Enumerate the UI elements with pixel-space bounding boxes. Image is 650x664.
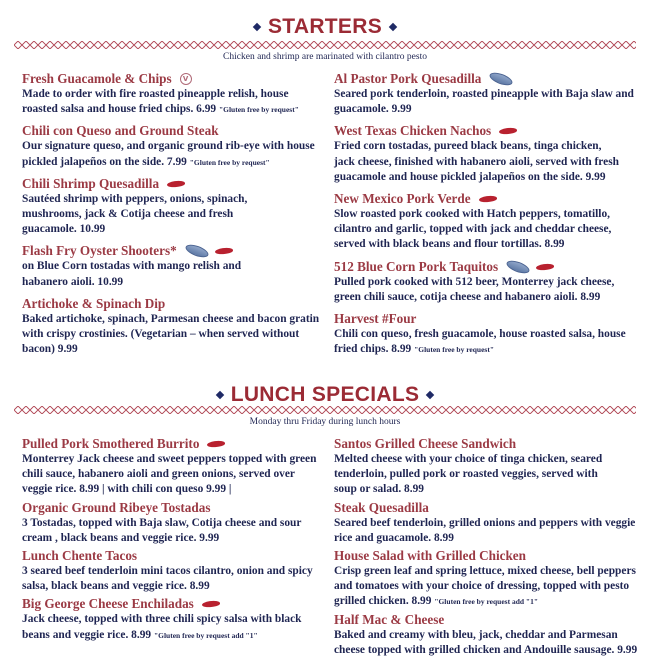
section-title-starters: STARTERS bbox=[267, 15, 382, 38]
gluten-free-note: "Gluten free by request" bbox=[218, 105, 299, 115]
menu-item bbox=[22, 596, 327, 642]
menu-item bbox=[22, 548, 327, 594]
gluten-free-note: "Gluten free by request add "1" bbox=[434, 597, 538, 607]
item-name: House Salad with Grilled Chicken bbox=[334, 548, 526, 564]
surfboard-icon bbox=[184, 243, 210, 261]
starters-header bbox=[0, 15, 650, 39]
menu-item bbox=[334, 71, 639, 117]
menu-item bbox=[22, 123, 327, 169]
diamond-icon bbox=[253, 23, 261, 31]
menu-item bbox=[334, 311, 639, 357]
starters-note: Chicken and shrimp are marinated with cilantro pesto bbox=[223, 52, 427, 62]
menu-item bbox=[334, 436, 639, 498]
gluten-free-note: "Gluten free by request" bbox=[414, 345, 494, 355]
diamond-icon bbox=[426, 391, 434, 399]
diamond-border-divider bbox=[14, 41, 636, 49]
chili-pepper-icon bbox=[478, 195, 497, 203]
menu-item bbox=[22, 176, 327, 238]
diamond-icon bbox=[215, 391, 223, 399]
lunch-note: Monday thru Friday during lunch hours bbox=[249, 417, 401, 427]
chili-pepper-icon bbox=[201, 600, 220, 608]
item-name: Big George Cheese Enchiladas bbox=[22, 596, 194, 612]
item-description: 3 seared beef tenderloin mini tacos cilantro, onion and spicy salsa, black beans and veggie rice. 8.99 bbox=[22, 565, 313, 593]
item-description: Baked artichoke, spinach, Parmesan cheese and bacon gratin with crispy crostinies. (Vegetarian – when served without bacon) 9.99 bbox=[22, 312, 320, 356]
item-name: Artichoke & Spinach Dip bbox=[22, 295, 166, 311]
item-description: Seared beef tenderloin, grilled onions and peppers with veggie rice and guacamole. 8.99 bbox=[334, 516, 636, 544]
diamond-icon bbox=[389, 23, 397, 31]
starters-right-column bbox=[334, 71, 639, 363]
item-description: Pulled pork cooked with 512 beer, Monterrey jack cheese, green chili sauce, cotija cheese and habanero aioli. 8.99 bbox=[334, 275, 615, 303]
item-description: Melted cheese with your choice of tinga chicken, seared tenderloin, pulled pork or roasted veggies, served with soup or salad. 8.99 bbox=[334, 453, 603, 496]
section-title-lunch: LUNCH SPECIALS bbox=[230, 383, 420, 406]
item-name: Organic Ground Ribeye Tostadas bbox=[22, 499, 211, 515]
lunch-left-column bbox=[22, 436, 327, 649]
chili-pepper-icon bbox=[207, 440, 226, 448]
item-name: Harvest #Four bbox=[334, 311, 417, 327]
item-description: Crisp green leaf and spring lettuce, mixed cheese, bell peppers and tomatoes with your choice of dressing, topped with pesto grilled chicken. 8.99 bbox=[334, 565, 636, 608]
item-description: Chili con queso, fresh guacamole, house roasted salsa, house fried chips. 8.99 bbox=[334, 328, 626, 356]
item-description: on Blue Corn tostadas with mango relish and habanero aioli. 10.99 bbox=[22, 260, 242, 288]
surfboard-icon bbox=[505, 258, 531, 276]
item-description: Slow roasted pork cooked with Hatch peppers, tomatillo, cilantro and garlic, topped with jack and cheddar cheese, served with black beans and flour tortillas. 8.99 bbox=[334, 208, 612, 251]
item-name: 512 Blue Corn Pork Taquitos bbox=[334, 258, 499, 274]
item-name: Flash Fry Oyster Shooters* bbox=[22, 243, 177, 259]
menu-item bbox=[22, 71, 327, 117]
menu-item bbox=[22, 243, 327, 289]
item-description: Made to order with fire roasted pineapple relish, house roasted salsa and house fried chips. 6.99 bbox=[22, 88, 289, 116]
chili-pepper-icon bbox=[499, 127, 518, 135]
item-description: Seared pork tenderloin, roasted pineapple with Baja slaw and guacamole. 9.99 bbox=[334, 88, 634, 116]
menu-item bbox=[22, 436, 327, 498]
item-description: Fried corn tostadas, pureed black beans, tinga chicken, jack cheese, finished with habanero aioli, served with fresh guacamole and house pickled jalapeños on the side. 9.99 bbox=[334, 140, 619, 183]
item-name: Steak Quesadilla bbox=[334, 499, 429, 515]
starters-title-group bbox=[254, 15, 396, 39]
item-description: 3 Tostadas, topped with Baja slaw, Cotija cheese and sour cream , black beans and veggie rice. 9.99 bbox=[22, 516, 302, 544]
item-description: Baked and creamy with bleu, jack, cheddar and Parmesan cheese topped with grilled chicken and Andouille sausage. 9.99 bbox=[334, 628, 638, 656]
lunch-title-group bbox=[217, 383, 434, 407]
gluten-free-note: "Gluten free by request add "1" bbox=[153, 630, 258, 640]
menu-item bbox=[334, 123, 639, 185]
menu-item bbox=[22, 296, 327, 358]
starters-left-column bbox=[22, 71, 327, 363]
item-name: Pulled Pork Smothered Burrito bbox=[22, 436, 200, 451]
lunch-right-column bbox=[334, 436, 639, 664]
item-name: Half Mac & Cheese bbox=[334, 611, 445, 627]
chili-pepper-icon bbox=[214, 247, 233, 255]
item-name: Lunch Chente Tacos bbox=[22, 548, 138, 564]
menu-item bbox=[334, 191, 639, 253]
menu-item bbox=[334, 259, 639, 305]
item-description: Our signature queso, and organic ground rib-eye with house pickled jalapeños on the side. 7.99 bbox=[22, 140, 315, 168]
item-name: Chili Shrimp Quesadilla bbox=[22, 175, 160, 191]
chili-pepper-icon bbox=[167, 180, 186, 188]
item-name: Chili con Queso and Ground Steak bbox=[22, 123, 219, 139]
item-name: Fresh Guacamole & Chips bbox=[22, 71, 172, 86]
surfboard-icon bbox=[488, 70, 514, 88]
lunch-header bbox=[0, 383, 650, 407]
item-description: Monterrey Jack cheese and sweet peppers topped with green chili sauce, habanero aioli and green onions, served over veggie rice. 8.99 | with chili con queso 9.99 | bbox=[22, 453, 317, 496]
vegetarian-icon: V bbox=[180, 73, 192, 85]
menu-item bbox=[22, 500, 327, 546]
item-name: Santos Grilled Cheese Sandwich bbox=[334, 436, 517, 451]
diamond-border-divider bbox=[14, 406, 636, 414]
item-description: Sautéed shrimp with peppers, onions, spinach, mushrooms, jack & Cotija cheese and fresh guacamole. 10.99 bbox=[22, 192, 248, 236]
item-name: New Mexico Pork Verde bbox=[334, 191, 471, 207]
item-name: Al Pastor Pork Quesadilla bbox=[334, 71, 482, 86]
menu-item bbox=[334, 612, 639, 658]
gluten-free-note: "Gluten free by request" bbox=[189, 157, 270, 167]
item-description: Jack cheese, topped with three chili spicy salsa with black beans and veggie rice. 8.99 bbox=[22, 613, 302, 641]
chili-pepper-icon bbox=[536, 262, 555, 270]
menu-item bbox=[334, 500, 639, 546]
menu-item bbox=[334, 548, 639, 610]
item-name: West Texas Chicken Nachos bbox=[334, 123, 492, 139]
